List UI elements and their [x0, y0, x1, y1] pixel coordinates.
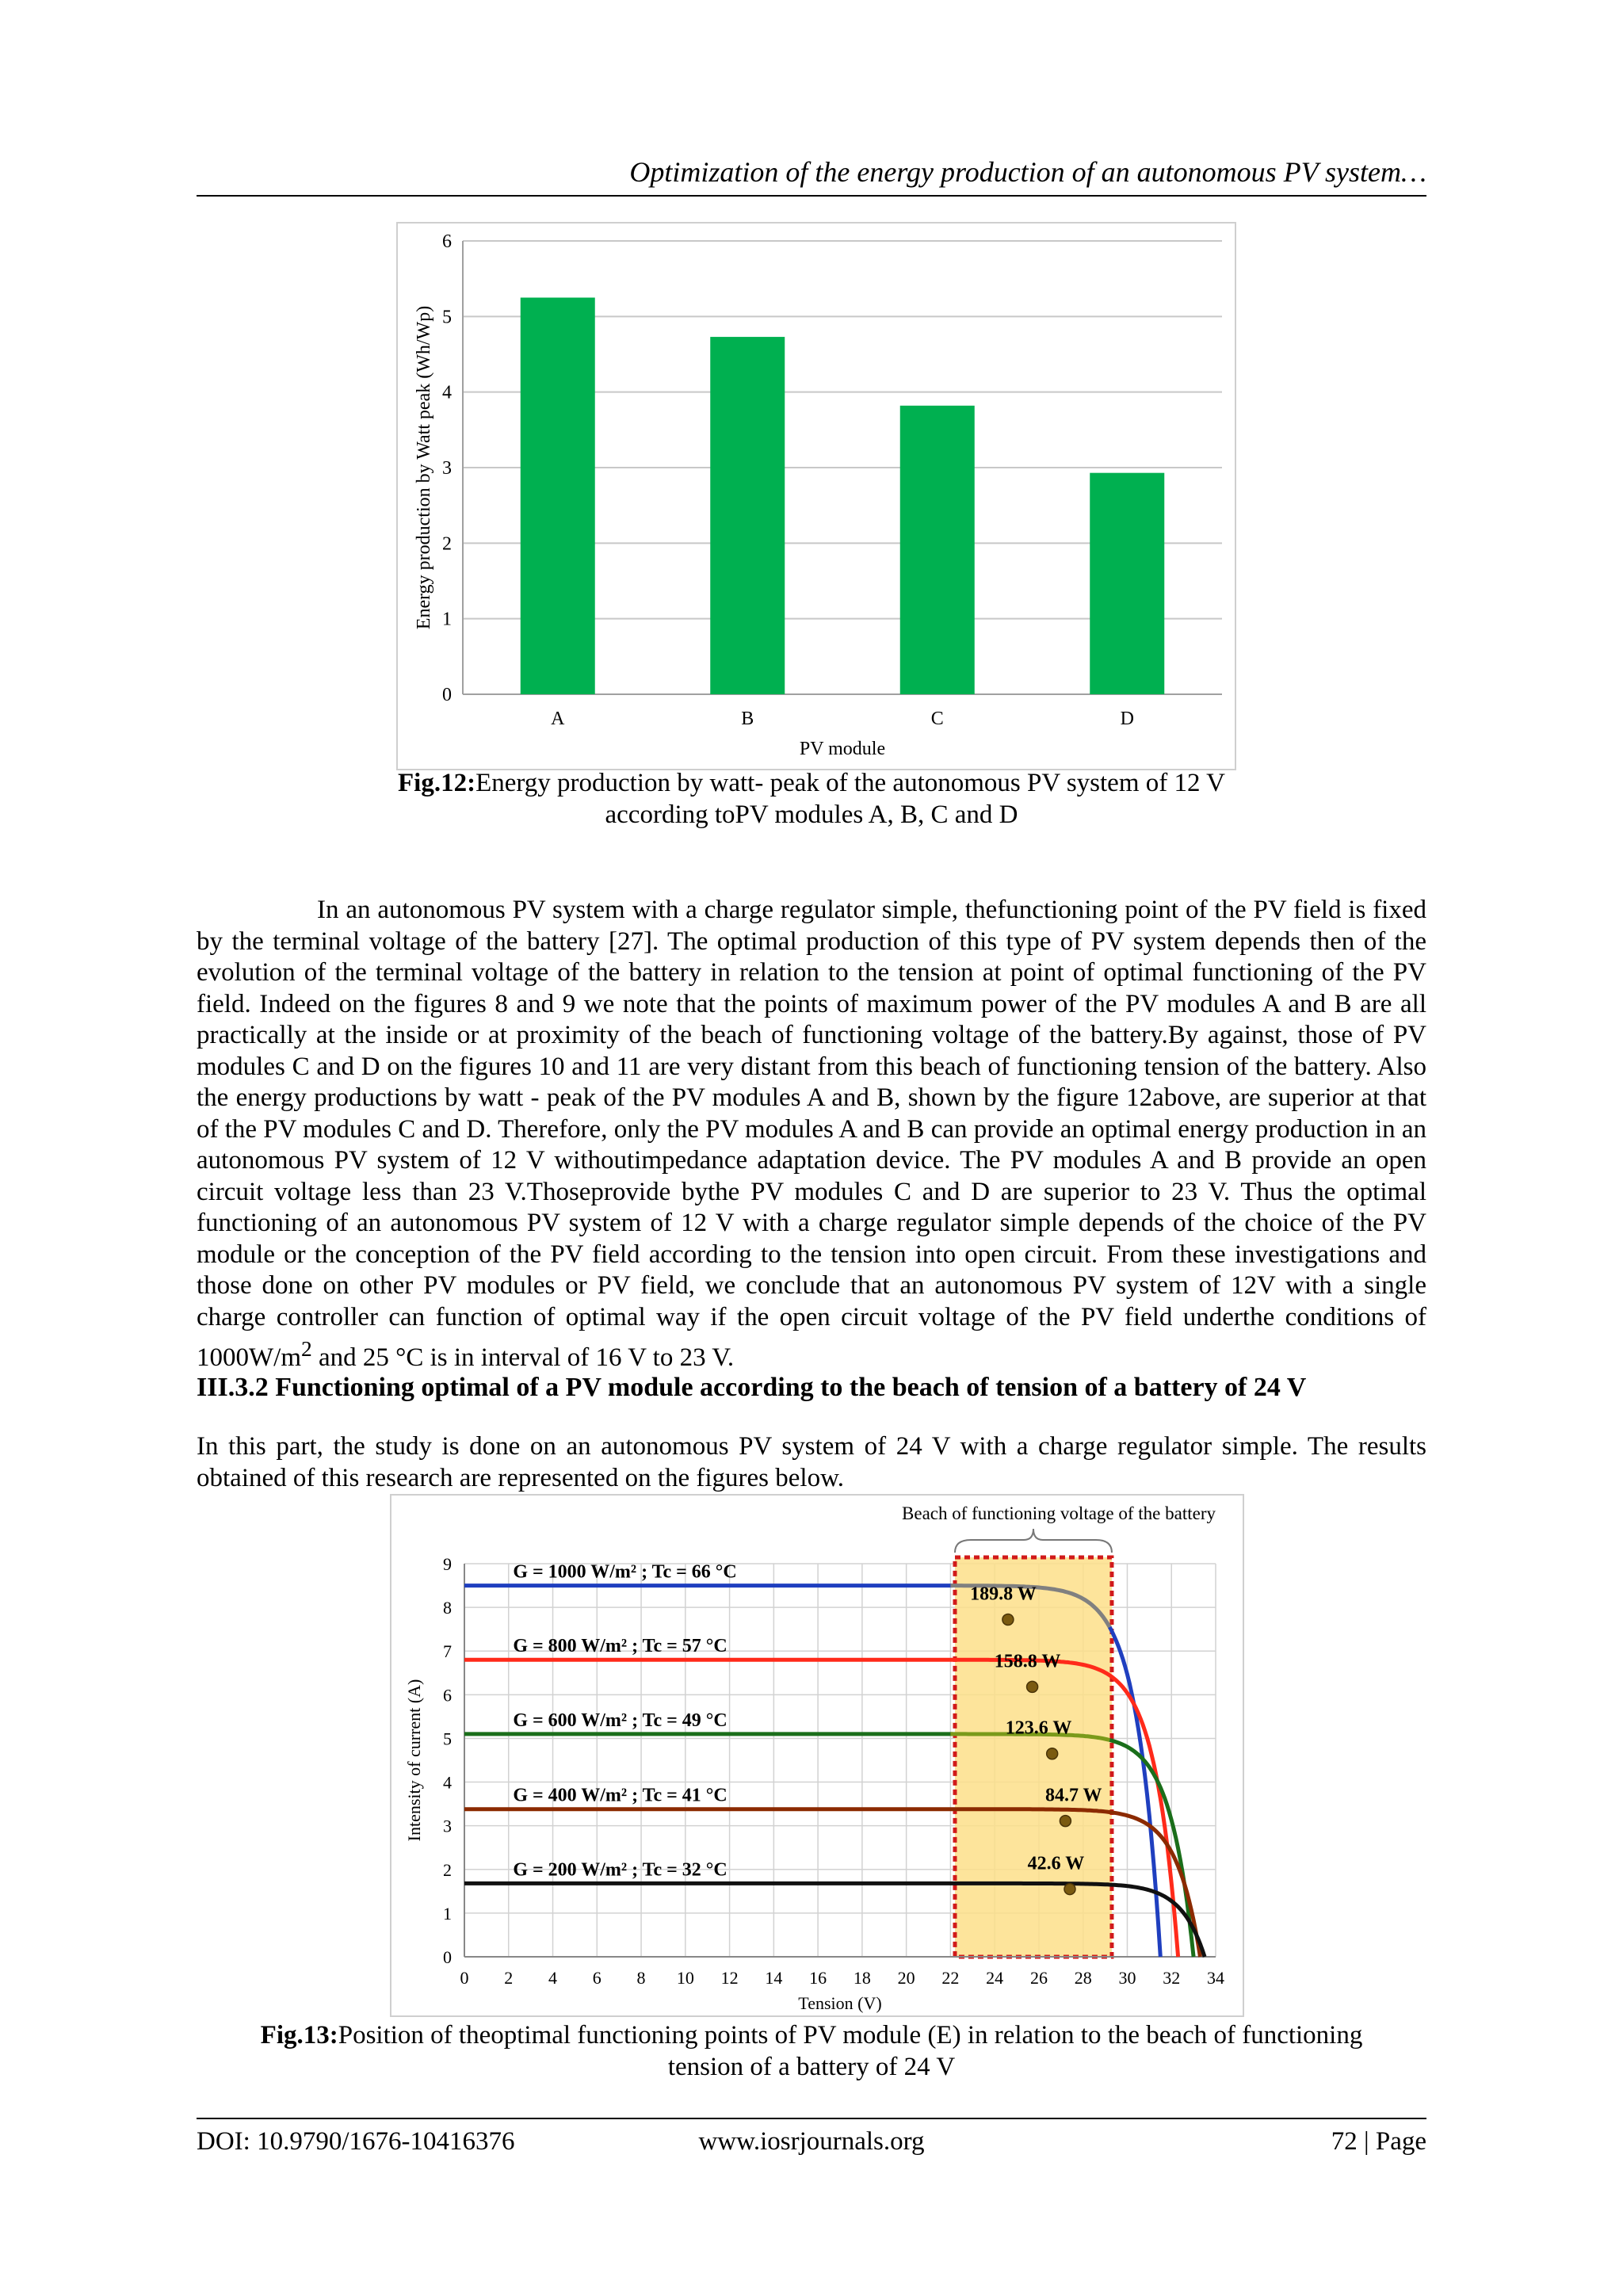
footer-doi: DOI: 10.9790/1676-10416376 — [197, 2127, 515, 2156]
fig13-caption-label: Fig.13: — [260, 2021, 338, 2050]
fig13-series-label: G = 400 W/m² ; Tc = 41 °C — [513, 1785, 727, 1806]
fig13-iv-chart — [391, 1496, 1243, 2015]
fig13-xtick-label: 12 — [720, 1968, 739, 1988]
page-footer — [197, 2118, 1426, 2167]
fig13-xtick-label: 18 — [853, 1968, 871, 1988]
fig13-xtick-label: 32 — [1163, 1968, 1181, 1988]
paragraph-1-end: and 25 °C is in interval of 16 V to 23 V. — [311, 1343, 735, 1372]
fig13-xtick-label: 28 — [1074, 1968, 1092, 1988]
fig13-power-label: 189.8 W — [970, 1584, 1037, 1605]
paragraph-1-sup: 2 — [300, 1336, 312, 1361]
fig13-power-label: 84.7 W — [1044, 1785, 1102, 1806]
fig13-xtick-label: 30 — [1118, 1968, 1136, 1988]
fig13-y-label: Intensity of current (A) — [404, 1679, 424, 1842]
fig12-ytick-label: 0 — [442, 685, 452, 705]
fig13-xtick-label: 16 — [809, 1968, 827, 1988]
fig13-power-label: 123.6 W — [1005, 1717, 1072, 1739]
fig12-xtick-label: A — [551, 709, 565, 729]
fig13-caption — [197, 2019, 1426, 2083]
fig12-xtick-label: B — [741, 709, 754, 729]
fig13-ytick-label: 0 — [443, 1947, 452, 1967]
fig13-ytick-label: 6 — [443, 1685, 452, 1706]
fig13-ytick-label: 8 — [443, 1598, 452, 1618]
fig13-series-label: G = 600 W/m² ; Tc = 49 °C — [513, 1710, 727, 1731]
fig12-bar-C — [900, 406, 975, 694]
fig13-series-label: G = 1000 W/m² ; Tc = 66 °C — [513, 1561, 737, 1583]
footer-page: 72 | Page — [1331, 2127, 1426, 2156]
fig12-caption-label: Fig.12: — [398, 769, 476, 797]
fig13-band-brace — [955, 1529, 1112, 1553]
fig13-caption-text-2: tension of a battery of 24 V — [667, 2053, 956, 2081]
fig13-xtick-label: 20 — [897, 1968, 915, 1988]
fig13-x-label: Tension (V) — [798, 1993, 882, 2013]
fig12-ytick-label: 3 — [442, 458, 452, 479]
figure-12 — [396, 222, 1236, 770]
fig12-xtick-label: D — [1120, 709, 1134, 729]
fig13-ytick-label: 7 — [443, 1641, 452, 1662]
section-heading: III.3.2 Functioning optimal of a PV module according to the beach of tension of a battery of 24 V — [197, 1373, 1307, 1402]
fig13-xtick-label: 2 — [504, 1968, 514, 1988]
fig13-ytick-label: 3 — [443, 1816, 452, 1836]
fig12-x-label: PV module — [799, 739, 886, 759]
header-title: Optimization of the energy production of an autonomous PV system… — [629, 156, 1426, 188]
fig12-ytick-label: 4 — [442, 382, 452, 403]
figure-13 — [390, 1494, 1244, 2017]
fig13-xtick-label: 22 — [941, 1968, 960, 1988]
fig13-power-label: 158.8 W — [994, 1651, 1061, 1672]
fig13-series-label: G = 800 W/m² ; Tc = 57 °C — [513, 1636, 727, 1657]
fig12-caption — [197, 767, 1426, 831]
fig13-ytick-label: 5 — [443, 1729, 452, 1749]
paragraph-1 — [197, 895, 1426, 1374]
fig12-ytick-label: 1 — [442, 609, 452, 630]
fig13-xtick-label: 34 — [1207, 1968, 1224, 1988]
fig13-caption-text-1: Position of theoptimal functioning points of PV module (E) in relation to the beach of functioning — [338, 2021, 1363, 2050]
fig13-ytick-label: 9 — [443, 1554, 452, 1574]
fig13-ytick-label: 1 — [443, 1903, 452, 1924]
fig13-battery-band — [955, 1557, 1112, 1957]
fig12-y-label: Energy production by Watt peak (Wh/Wp) — [414, 305, 434, 630]
fig13-mpp-point — [1060, 1816, 1071, 1827]
fig12-xtick-label: C — [930, 709, 944, 729]
fig12-bar-D — [1090, 473, 1164, 694]
paragraph-2: In this part, the study is done on an autonomous PV system of 24 V with a charge regulator simple. The results obtained of this research are represented on the figures below. — [197, 1432, 1426, 1492]
fig13-xtick-label: 26 — [1029, 1968, 1048, 1988]
fig13-band-label: Beach of functioning voltage of the battery — [902, 1503, 1216, 1523]
fig13-mpp-point — [1064, 1884, 1075, 1895]
fig13-mpp-point — [1047, 1748, 1058, 1759]
fig13-curve-tail-0 — [1109, 1627, 1160, 1957]
fig13-xtick-label: 8 — [636, 1968, 646, 1988]
footer-site[interactable]: www.iosrjournals.org — [698, 2127, 925, 2156]
fig12-bar-chart — [398, 223, 1235, 769]
fig12-ytick-label: 6 — [442, 231, 452, 252]
fig13-power-label: 42.6 W — [1027, 1853, 1085, 1874]
fig12-ytick-label: 2 — [442, 533, 452, 555]
paragraph-1-text: In an autonomous PV system with a charge regulator simple, thefunctioning point of the PV field is fixed by the terminal voltage of the battery [27]. The optimal production of this type of PV system depends then of the evolution of the terminal voltage of the battery in relation to the tension at point of optimal functioning of the PV field. Indeed on the figures 8 and 9 we note that the points of maximum power of the PV modules A and B are all practically at the inside or at proximity of the beach of functioning voltage of the battery.By against, those of PV modules C and D on the figures 10 and 11 are very distant from this beach of functioning tension of the battery. Also the energy productions by watt - peak of the PV modules A and B, shown by the figure 12above, are superior at that of the PV modules C and D. Therefore, only the PV modules A and B can provide an optimal energy production in an autonomous PV system of 12 V withoutimpedance adaptation device. The PV modules A and B provide an open circuit voltage less than 23 V.Thoseprovide bythe PV modules C and D are superior to 23 V. Thus the optimal functioning of an autonomous PV system of 12 V with a charge regulator simple depends of the choice of the PV module or the conception of the PV field according to the tension into open circuit. From these investigations and those done on other PV modules or PV field, we conclude that an autonomous PV system of 12V with a single charge controller can function of optimal way if the open circuit voltage of the PV field underthe conditions of 1000W/m — [197, 896, 1426, 1372]
fig13-series-label: G = 200 W/m² ; Tc = 32 °C — [513, 1859, 727, 1881]
fig12-bar-B — [710, 337, 785, 694]
fig13-mpp-point — [1027, 1681, 1038, 1692]
fig13-ytick-label: 2 — [443, 1859, 452, 1880]
fig13-ytick-label: 4 — [443, 1772, 452, 1793]
fig13-xtick-label: 4 — [548, 1968, 558, 1988]
fig13-xtick-label: 6 — [592, 1968, 601, 1988]
fig12-caption-text-2: according toPV modules A, B, C and D — [605, 800, 1018, 829]
fig13-xtick-label: 0 — [460, 1968, 469, 1988]
fig12-bar-A — [521, 298, 595, 695]
fig13-xtick-label: 14 — [765, 1968, 783, 1988]
fig13-xtick-label: 10 — [676, 1968, 694, 1988]
fig13-xtick-label: 24 — [986, 1968, 1004, 1988]
running-header — [197, 151, 1426, 197]
fig13-mpp-point — [1002, 1614, 1014, 1626]
fig12-ytick-label: 5 — [442, 307, 452, 328]
fig12-caption-text-1: Energy production by watt- peak of the autonomous PV system of 12 V — [475, 769, 1225, 797]
